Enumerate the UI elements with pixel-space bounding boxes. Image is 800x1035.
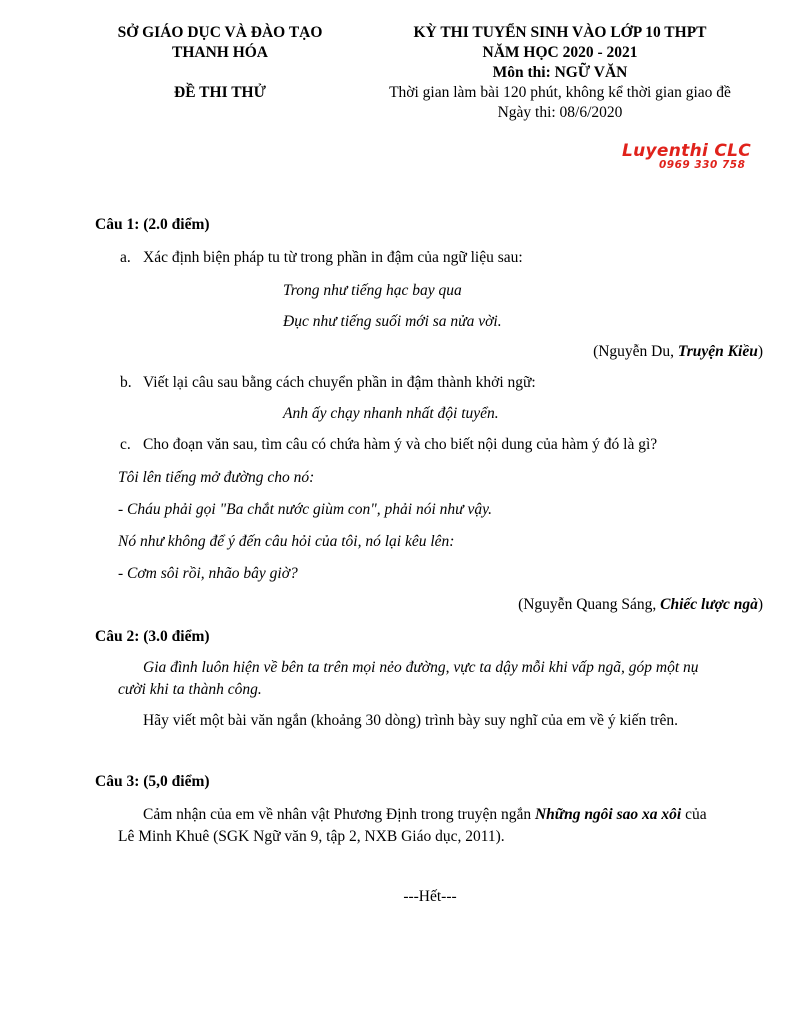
- q1-b-text: Viết lại câu sau bằng cách chuyển phần in đậm thành khởi ngữ:: [143, 374, 536, 391]
- subject: Môn thi: NGỮ VĂN: [492, 64, 628, 81]
- source-prefix: (Nguyễn Du,: [593, 343, 678, 360]
- source-suffix: ): [757, 596, 763, 613]
- q1-a-text: Xác định biện pháp tu từ trong phần in đậm của ngữ liệu sau:: [143, 249, 523, 266]
- question-3-title: Câu 3: (5,0 điểm): [95, 773, 210, 790]
- q1-a-label: a.: [120, 249, 131, 266]
- excerpt-line-2: - Cháu phải gọi "Ba chắt nước giùm con", phải nói như vậy.: [118, 501, 492, 518]
- q2-quote-line-1: Gia đình luôn hiện về bên ta trên mọi nẻo đường, vực ta dậy mỗi khi vấp ngã, góp một nụ: [143, 659, 699, 676]
- poem-line-2: Đục như tiếng suối mới sa nửa vời.: [283, 313, 502, 330]
- q3-line-2: Lê Minh Khuê (SGK Ngữ văn 9, tập 2, NXB Giáo dục, 2011).: [118, 828, 505, 845]
- department-name: SỞ GIÁO DỤC VÀ ĐÀO TẠO: [117, 24, 323, 41]
- source-truyen-kieu: [593, 343, 763, 361]
- excerpt-line-1: Tôi lên tiếng mở đường cho nó:: [118, 469, 315, 486]
- source-suffix: ): [757, 343, 763, 360]
- q1-c-text: Cho đoạn văn sau, tìm câu có chứa hàm ý và cho biết nội dung của hàm ý đó là gì?: [143, 436, 658, 453]
- school-year: NĂM HỌC 2020 - 2021: [482, 44, 638, 61]
- watermark-phone: 0969 330 758: [659, 159, 746, 171]
- exam-date: Ngày thi: 08/6/2020: [497, 104, 623, 121]
- poem-line-1: Trong như tiếng hạc bay qua: [283, 282, 462, 299]
- q3-line-1: [143, 806, 707, 824]
- source-work-title: Truyện Kiều: [677, 343, 758, 360]
- q1-b-label: b.: [120, 374, 132, 391]
- q1-b-sentence: Anh ấy chạy nhanh nhất đội tuyển.: [283, 405, 499, 422]
- q1-c-label: c.: [120, 436, 131, 453]
- q2-quote-line-2: cười khi ta thành công.: [118, 681, 262, 698]
- excerpt-line-4: - Cơm sôi rồi, nhão bây giờ?: [118, 565, 298, 582]
- source-chiec-luoc-nga: [518, 596, 763, 614]
- q3-prefix: Cảm nhận của em về nhân vật Phương Định trong truyện ngắn: [143, 806, 535, 823]
- province-name: THANH HÓA: [171, 44, 269, 61]
- source-prefix: (Nguyễn Quang Sáng,: [518, 596, 661, 613]
- source-work-title: Chiếc lược ngà: [660, 596, 758, 613]
- q3-work-title: Những ngôi sao xa xôi: [534, 806, 682, 823]
- question-2-title: Câu 2: (3.0 điểm): [95, 628, 210, 645]
- watermark-name: Luyenthi CLC: [622, 141, 752, 161]
- question-1-title: Câu 1: (2.0 điểm): [95, 216, 210, 233]
- exam-type: ĐỀ THI THỬ: [174, 84, 266, 101]
- time-limit: Thời gian làm bài 120 phút, không kể thời gian giao đề: [389, 84, 731, 101]
- q2-task: Hãy viết một bài văn ngắn (khoảng 30 dòng) trình bày suy nghĩ của em về ý kiến trên.: [143, 712, 679, 729]
- q3-suffix: của: [681, 806, 707, 823]
- excerpt-line-3: Nó như không để ý đến câu hỏi của tôi, nó lại kêu lên:: [118, 533, 455, 550]
- exam-title: KỲ THI TUYỂN SINH VÀO LỚP 10 THPT: [413, 24, 707, 41]
- end-mark: ---Hết---: [403, 888, 457, 905]
